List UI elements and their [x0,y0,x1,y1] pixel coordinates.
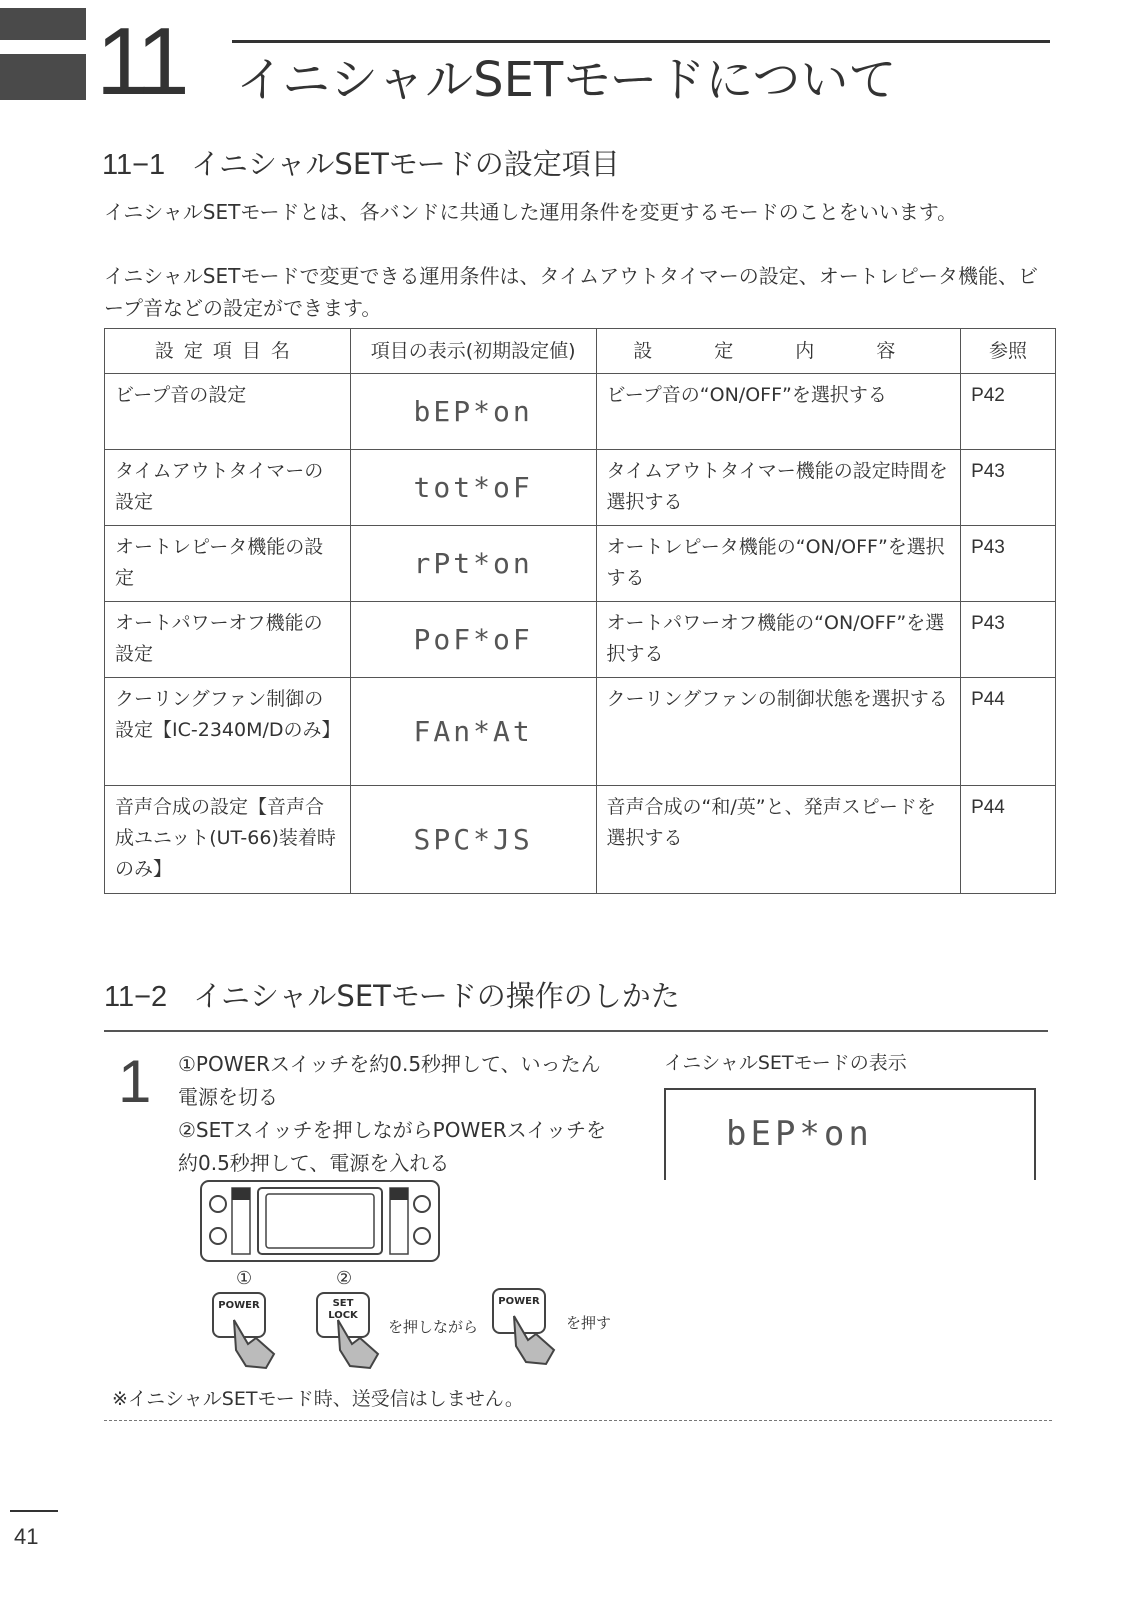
while-pressing-label: を押しながら [388,1318,479,1336]
row-content: タイムアウトタイマー機能の設定時間を選択する [596,450,961,526]
table-row [105,374,1056,450]
set-button-label: SET [332,1298,354,1309]
hand-pointer-icon [506,1312,562,1368]
dashed-divider [104,1420,1052,1421]
marker-1: ① [236,1268,253,1289]
table-row [105,602,1056,678]
marker-2: ② [336,1268,353,1289]
section1-title: イニシャルSETモードの設定項目 [191,147,620,181]
header-content: 設 定 内 容 [596,329,961,374]
lock-button-label: LOCK [328,1310,358,1321]
section1-paragraph-2: イニシャルSETモードで変更できる運用条件は、タイムアウトタイマーの設定、オートレピータ機能、ビープ音などの設定ができます。 [104,264,1038,320]
row-ref: P42 [961,374,1056,450]
row-content: オートパワーオフ機能の“ON/OFF”を選択する [596,602,961,678]
hand-pointer-icon [226,1316,282,1372]
row-content: ビープ音の“ON/OFF”を選択する [596,374,961,450]
section2-heading [104,978,680,1015]
section2-rule [104,1030,1048,1032]
step-instructions [178,1048,618,1180]
header-name: 設定項目名 [105,329,351,374]
chapter-bar-top [0,8,86,40]
row-name: ビープ音の設定 [105,374,351,450]
row-name: 音声合成の設定【音声合成ユニット(UT-66)装着時のみ】 [105,786,351,894]
chapter-bar-bottom [0,54,86,100]
row-content: オートレピータ機能の“ON/OFF”を選択する [596,526,961,602]
radio-front-panel-illustration [200,1180,440,1262]
settings-table [104,328,1056,894]
table-row [105,450,1056,526]
row-name: クーリングファン制御の設定【IC-2340M/Dのみ】 [105,678,351,786]
table-row [105,786,1056,894]
row-name: オートレピータ機能の設定 [105,526,351,602]
lcd-display [664,1088,1036,1180]
row-ref: P43 [961,526,1056,602]
row-display: SPC*JS [350,786,596,894]
step-number: 1 [118,1048,152,1115]
step-line-2: ②SETスイッチを押しながらPOWERスイッチを約0.5秒押して、電源を入れる [178,1118,606,1175]
section2-number: 11−2 [104,981,168,1013]
lcd-display-value: bEP*on [726,1114,873,1154]
display-caption: イニシャルSETモードの表示 [664,1052,907,1074]
row-display: PoF*oF [350,602,596,678]
row-ref: P44 [961,678,1056,786]
row-name: オートパワーオフ機能の設定 [105,602,351,678]
chapter-number: 11 [96,8,184,115]
section1-paragraph-1: イニシャルSETモードとは、各バンドに共通した運用条件を変更するモードのことをいいます。 [104,200,958,224]
header-ref: 参照 [961,329,1056,374]
header-display: 項目の表示(初期設定値) [350,329,596,374]
row-display: rPt*on [350,526,596,602]
page-number-rule [10,1510,58,1512]
power-button-label-2: POWER [498,1296,540,1307]
chapter-rule [232,40,1050,43]
press-label: を押す [566,1314,612,1332]
row-content: 音声合成の“和/英”と、発声スピードを選択する [596,786,961,894]
row-ref: P43 [961,450,1056,526]
table-row [105,678,1056,786]
table-row [105,526,1056,602]
row-ref: P43 [961,602,1056,678]
note: ※イニシャルSETモード時、送受信はしません。 [112,1388,524,1410]
section2-title: イニシャルSETモードの操作のしかた [193,979,680,1013]
row-content: クーリングファンの制御状態を選択する [596,678,961,786]
hand-pointer-icon [330,1316,386,1372]
section1-number: 11−1 [102,149,166,181]
power-button-label-1: POWER [218,1300,260,1311]
row-ref: P44 [961,786,1056,894]
row-display: FAn*At [350,678,596,786]
chapter-title: イニシャルSETモードについて [236,52,897,108]
row-display: bEP*on [350,374,596,450]
row-name: タイムアウトタイマーの設定 [105,450,351,526]
section1-heading [102,146,620,183]
table-header-row [105,329,1056,374]
row-display: tot*oF [350,450,596,526]
page-number: 41 [14,1524,39,1549]
step-line-1: ①POWERスイッチを約0.5秒押して、いったん電源を切る [178,1052,601,1109]
